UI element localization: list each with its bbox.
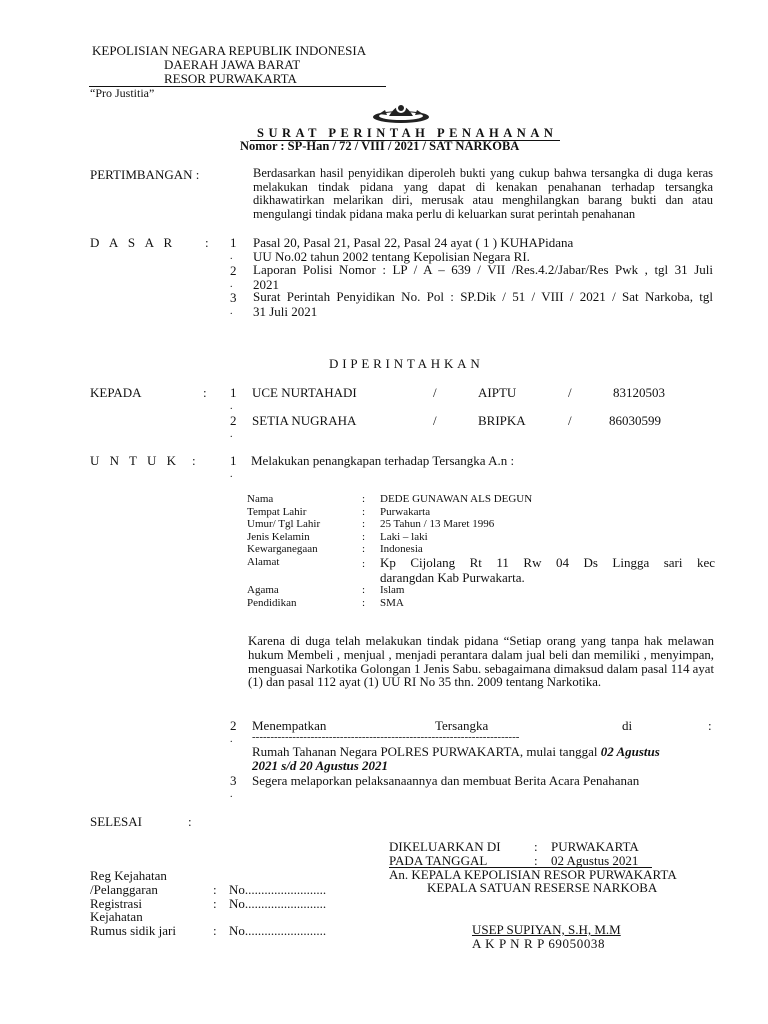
kepada-label: KEPADA <box>90 385 142 400</box>
kepada-slash: / <box>433 385 437 400</box>
suspect-value: Islam <box>380 584 405 596</box>
dasar-label: D A S A R <box>90 235 176 250</box>
dasar-item-3-line1: Surat Perintah Penyidikan No. Pol : SP.Dik / 51 / VIII / 2021 / Sat Narkoba, tgl <box>253 289 713 304</box>
kepada-slash: / <box>433 413 437 428</box>
item2-word3: di <box>622 718 633 733</box>
dasar-item-3-line2: 31 Juli 2021 <box>253 304 318 319</box>
registry-value: No......................... <box>229 882 327 897</box>
suspect-label: Tempat Lahir <box>247 506 307 518</box>
signer-rank: A K P N R P 69050038 <box>472 936 606 951</box>
kepada-colon: : <box>203 385 207 400</box>
suspect-label: Kewarganegaan <box>247 543 318 555</box>
suspect-address-line1: Kp Cijolang Rt 11 Rw 04 Ds Lingga sari kec <box>380 555 715 570</box>
kepada-num: 2 <box>230 413 237 428</box>
registry-label: Reg Kejahatan <box>90 868 167 883</box>
suspect-colon: : <box>362 493 366 505</box>
suspect-value: SMA <box>380 597 404 609</box>
registry-label: Kejahatan <box>90 909 143 924</box>
item2-colon: : <box>708 718 712 733</box>
dasar-item-1-line2: UU No.02 tahun 2002 tentang Kepolisian Negara RI. <box>253 249 530 264</box>
issued-place-label: DIKELUARKAN DI <box>389 839 501 854</box>
untuk-colon: : <box>192 453 196 468</box>
registry-label: /Pelanggaran <box>90 882 158 897</box>
issued-date-label: PADA TANGGAL <box>389 853 488 868</box>
item2-line2-normal: Rumah Tahanan Negara POLRES PURWAKARTA, mulai tanggal <box>252 744 601 759</box>
dasar-item-num: 2 <box>230 263 237 278</box>
kepada-num: 1 <box>230 385 237 400</box>
suspect-value: Laki – laki <box>380 531 428 543</box>
dasar-item-2-line1: Laporan Polisi Nomor : LP / A – 639 / VII /Res.4.2/Jabar/Res Pwk , tgl 31 Juli <box>253 262 713 277</box>
registry-value: No......................... <box>229 896 327 911</box>
item2-line2-date: 02 Agustus <box>600 744 660 759</box>
selesai-label: SELESAI <box>90 814 142 829</box>
issued-place-value: PURWAKARTA <box>551 839 639 854</box>
suspect-colon: : <box>362 518 366 530</box>
suspect-colon: : <box>362 558 366 570</box>
suspect-label: Umur/ Tgl Lahir <box>247 518 321 530</box>
karena-paragraph: Karena di duga telah melakukan tindak pidana “Setiap orang yang tanpa hak melawan hukum Membeli , menjual , menjadi perantara dalam jual beli dan memiliki , menyimpan, menguasai Narkotika Golongan 1 Jenis Sabu. sebagaimana dimaksud dalam pasal 114 ayat (1) dan pasal 112 ayat (1) UU RI No 35 thn. 2009 tentang Narkotika. <box>248 634 714 690</box>
registry-colon: : <box>213 923 217 938</box>
dasar-item-1-line1: Pasal 20, Pasal 21, Pasal 22, Pasal 24 ayat ( 1 ) KUHAPidana <box>253 235 574 250</box>
untuk-item-3-text: Segera melaporkan pelaksanaannya dan membuat Berita Acara Penahanan <box>252 773 640 788</box>
item2-word1: Menempatkan <box>252 718 327 733</box>
suspect-colon: : <box>362 597 366 609</box>
kepada-person-nrp: 86030599 <box>609 413 661 428</box>
kepada-person-rank: BRIPKA <box>478 413 526 428</box>
issued-unit-line: KEPALA SATUAN RESERSE NARKOBA <box>427 880 658 895</box>
suspect-value: DEDE GUNAWAN ALS DEGUN <box>380 493 533 505</box>
suspect-value: Purwakarta <box>380 506 431 518</box>
untuk-item-3-num: 3 <box>230 773 237 788</box>
item2-word2: Tersangka <box>435 718 489 733</box>
kepada-person-rank: AIPTU <box>478 385 517 400</box>
suspect-label: Pendidikan <box>247 597 297 609</box>
untuk-item-1-text: Melakukan penangkapan terhadap Tersangka A.n : <box>251 453 515 468</box>
header-line3: RESOR PURWAKARTA <box>164 71 297 86</box>
suspect-colon: : <box>362 506 366 518</box>
suspect-address-line2: darangdan Kab Purwakarta. <box>380 570 525 585</box>
issued-colon: : <box>534 853 538 868</box>
dasar-item-num: 1 <box>230 235 237 250</box>
registry-colon: : <box>213 896 217 911</box>
registry-label: Registrasi <box>90 896 142 911</box>
item2-line3-date: 2021 s/d 20 Agustus 2021 <box>252 758 389 773</box>
kepada-slash: / <box>568 413 572 428</box>
police-emblem-icon <box>371 98 431 124</box>
suspect-label: Nama <box>247 493 274 505</box>
suspect-label: Agama <box>247 584 279 596</box>
untuk-label: U N T U K <box>90 453 180 468</box>
header-line2: DAERAH JAWA BARAT <box>164 57 301 72</box>
pro-justitia: “Pro Justitia” <box>90 86 155 100</box>
suspect-value: Indonesia <box>380 543 423 555</box>
selesai-colon: : <box>188 814 192 829</box>
dasar-colon: : <box>205 235 209 250</box>
suspect-label: Alamat <box>247 556 280 568</box>
untuk-item-1-num: 1 <box>230 453 237 468</box>
pertimbangan-text: Berdasarkan hasil penyidikan diperoleh bukti yang cukup bahwa tersangka di duga keras melakukan tindak pidana yang dapat di kenakan penahanan terhadap tersangka dikhawatirkan melarikan diri, merusak atau menghilangkan barang bukti dan atau mengulangi tindak pidana maka perlu di keluarkan surat perintah penahanan <box>253 166 713 221</box>
registry-label: Rumus sidik jari <box>90 923 176 938</box>
suspect-value: 25 Tahun / 13 Maret 1996 <box>380 518 495 530</box>
untuk-item-2-num: 2 <box>230 718 237 733</box>
registry-colon: : <box>213 882 217 897</box>
issued-colon: : <box>534 839 538 854</box>
dasar-item-2-line2: 2021 <box>253 277 279 292</box>
kepada-person-nrp: 83120503 <box>613 385 665 400</box>
suspect-label: Jenis Kelamin <box>247 531 310 543</box>
kepada-person-name: SETIA NUGRAHA <box>252 413 357 428</box>
item2-dashes: ------------------------------------------------------------------------- <box>252 731 520 743</box>
document-title: SURAT PERINTAH PENAHANAN <box>257 126 558 140</box>
diperintahkan-heading: DIPERINTAHKAN <box>329 356 484 371</box>
registry-value: No......................... <box>229 923 327 938</box>
suspect-colon: : <box>362 531 366 543</box>
suspect-colon: : <box>362 584 366 596</box>
suspect-colon: : <box>362 543 366 555</box>
kepada-person-name: UCE NURTAHADI <box>252 385 357 400</box>
issued-date-value: 02 Agustus 2021 <box>551 853 639 868</box>
pertimbangan-label: PERTIMBANGAN : <box>90 167 200 182</box>
dasar-item-num: 3 <box>230 290 237 305</box>
header-line1: KEPOLISIAN NEGARA REPUBLIK INDONESIA <box>92 43 367 58</box>
issued-an-line: An. KEPALA KEPOLISIAN RESOR PURWAKARTA <box>389 867 677 882</box>
signer-name: USEP SUPIYAN, S.H, M.M <box>472 922 621 937</box>
document-number: Nomor : SP-Han / 72 / VIII / 2021 / SAT NARKOBA <box>240 139 520 153</box>
kepada-slash: / <box>568 385 572 400</box>
